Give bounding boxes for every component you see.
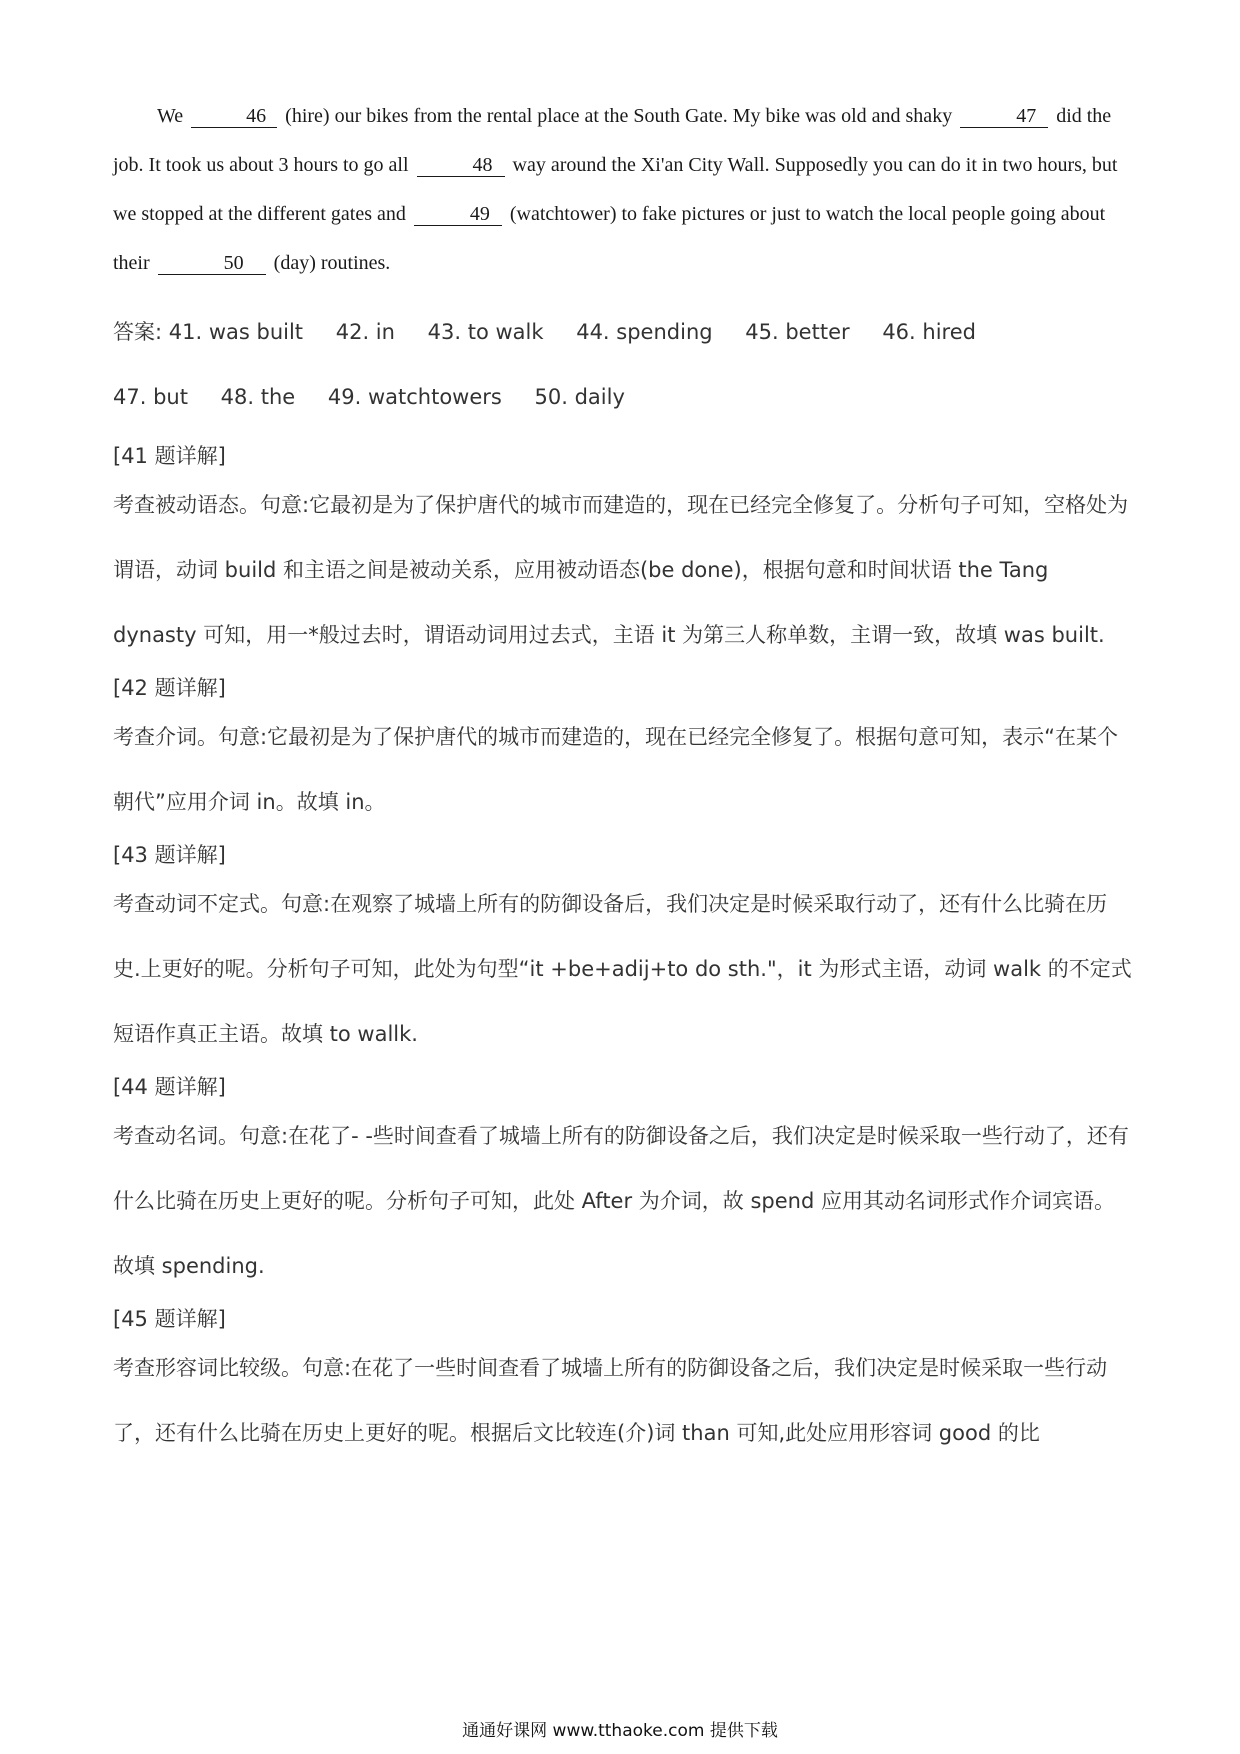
passage-text: (watchtower) to fake pictures or just to watch the local people going about their xyxy=(113,203,1106,274)
explanation-heading-41: [41 题详解] xyxy=(113,444,226,468)
answer-45: 45. better xyxy=(745,320,850,344)
explanation-heading-42: [42 题详解] xyxy=(113,676,226,700)
explanations xyxy=(113,436,1133,1466)
answer-key xyxy=(113,300,1133,430)
explanation-heading-45: [45 题详解] xyxy=(113,1307,226,1331)
explanation-heading-44: [44 题详解] xyxy=(113,1075,226,1099)
answer-46: 46. hired xyxy=(882,320,976,344)
passage-text: We xyxy=(157,105,184,127)
explanation-text-45: 考查形容词比较级。句意:在花了一些时间查看了城墙上所有的防御设备之后，我们决定是时候采取一些行动了，还有什么比骑在历史上更好的呢。根据后文比较连(介)词 than 可知,此处应用形容词 good 的比 xyxy=(113,1356,1108,1445)
page-footer: 通通好课网 www.tthaoke.com 提供下载 xyxy=(462,1721,778,1741)
passage-text: (day) routines. xyxy=(273,252,391,274)
blank-48: 48 xyxy=(417,154,505,177)
answer-label: 答案: xyxy=(113,320,163,344)
blank-46: 46 xyxy=(191,105,277,128)
answer-line-2 xyxy=(113,365,1133,430)
answer-49: 49. watchtowers xyxy=(327,385,502,409)
blank-50: 50 xyxy=(158,252,266,275)
passage-text: (hire) our bikes from the rental place at the South Gate. My bike was old and shaky xyxy=(285,105,953,127)
passage-text: did the job. It took us about 3 hours to go all xyxy=(113,105,1112,176)
cloze-passage xyxy=(113,92,1133,288)
explanation-text-41: 考查被动语态。句意:它最初是为了保护唐代的城市而建造的，现在已经完全修复了。分析句子可知，空格处为谓语，动词 build 和主语之间是被动关系，应用被动语态(be done)，根据句意和时间状语 the Tang dynasty 可知，用一*般过去时，谓语动词用过去式，主语 it 为第三人称单数，主谓一致，故填 was built. xyxy=(113,493,1129,647)
answer-47: 47. but xyxy=(113,385,188,409)
answer-line-1 xyxy=(113,300,1133,365)
blank-49: 49 xyxy=(414,203,502,226)
explanation-text-42: 考查介词。句意:它最初是为了保护唐代的城市而建造的，现在已经完全修复了。根据句意可知，表示“在某个朝代”应用介词 in。故填 in。 xyxy=(113,725,1118,814)
answer-50: 50. daily xyxy=(534,385,625,409)
answer-41: 41. was built xyxy=(168,320,304,344)
explanation-text-44: 考查动名词。句意:在花了- -些时间查看了城墙上所有的防御设备之后，我们决定是时候采取一些行动了，还有什么比骑在历史上更好的呢。分析句子可知，此处 After 为介词，故 spend 应用其动名词形式作介词宾语。故填 spending. xyxy=(113,1124,1129,1278)
explanation-heading-43: [43 题详解] xyxy=(113,843,226,867)
answer-43: 43. to walk xyxy=(427,320,544,344)
blank-47: 47 xyxy=(960,105,1048,128)
answer-44: 44. spending xyxy=(576,320,713,344)
answer-48: 48. the xyxy=(220,385,296,409)
passage-paragraph xyxy=(113,92,1133,288)
explanation-text-43: 考查动词不定式。句意:在观察了城墙上所有的防御设备后，我们决定是时候采取行动了，还有什么比骑在历史.上更好的呢。分析句子可知，此处为句型“it +be+adij+to do sth."，it 为形式主语，动词 walk 的不定式短语作真正主语。故填 to wallk. xyxy=(113,892,1132,1046)
passage-text: way around the Xi'an City Wall. Supposedly you can do it in two hours, but we stopped at the different gates and xyxy=(113,154,1118,225)
answer-42: 42. in xyxy=(335,320,395,344)
